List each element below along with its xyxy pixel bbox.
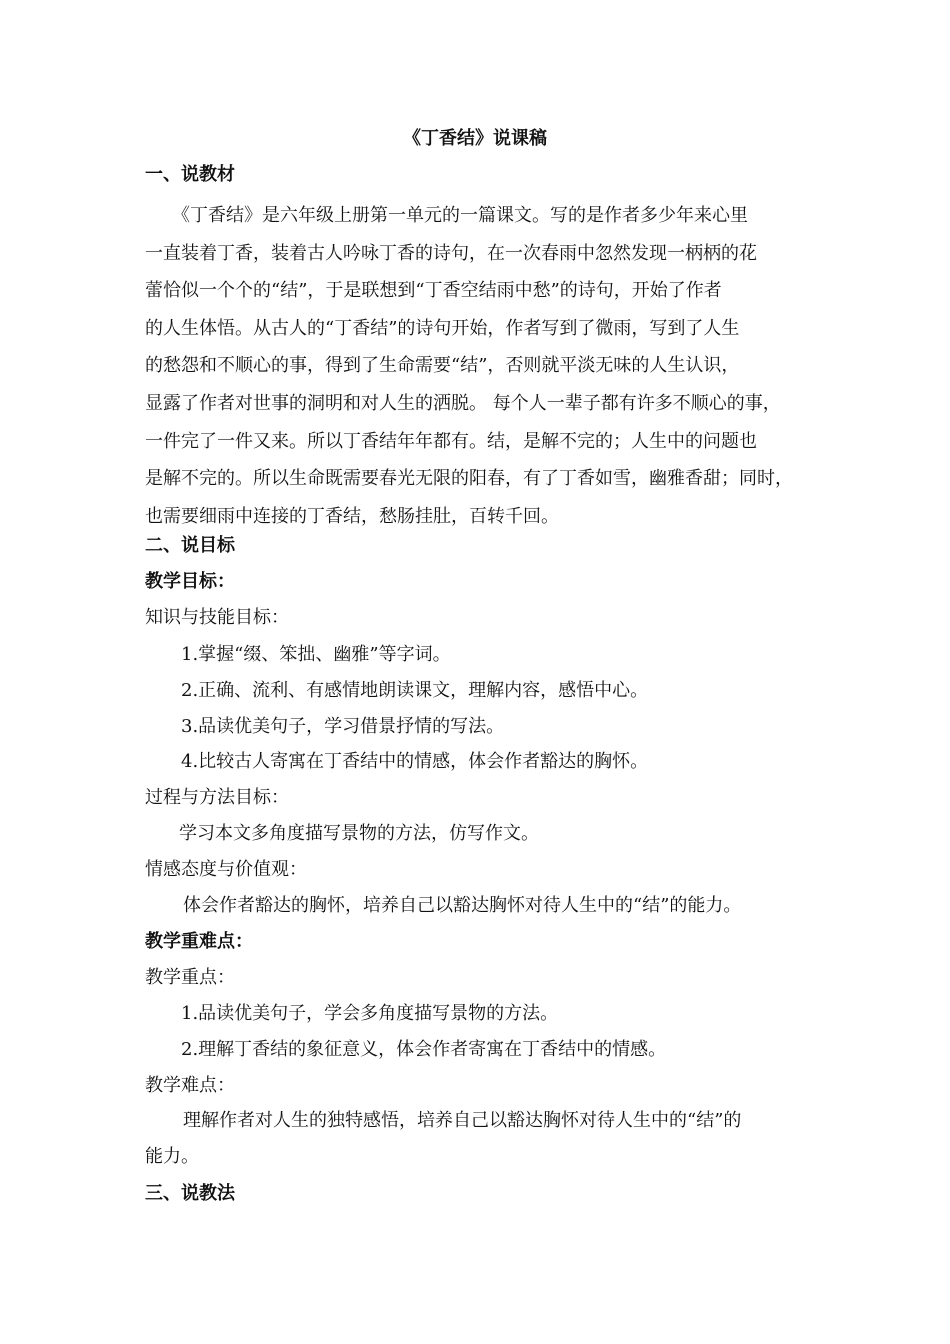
- knowledge-item: 4.比较古人寄寓在丁香结中的情感，体会作者豁达的胸怀。: [181, 751, 649, 772]
- process-method-label: 过程与方法目标：: [145, 787, 289, 808]
- knowledge-item: 2.正确、流利、有感情地朗读课文，理解内容，感悟中心。: [181, 680, 649, 701]
- key-point-item: 2.理解丁香结的象征意义，体会作者寄寓在丁香结中的情感。: [181, 1039, 667, 1060]
- section-heading-teaching-methods: 三、说教法: [145, 1183, 235, 1204]
- paragraph-line: 的愁怨和不顺心的事，得到了生命需要“结”，否则就平淡无味的人生认识，: [145, 355, 740, 377]
- difficult-point-text: 理解作者对人生的独特感悟，培养自己以豁达胸怀对待人生中的“结”的: [183, 1110, 742, 1131]
- knowledge-skills-label: 知识与技能目标：: [145, 607, 289, 628]
- knowledge-item: 1.掌握“缀、笨拙、幽雅”等字词。: [181, 644, 451, 665]
- paragraph-line: 的人生体悟。从古人的“丁香结”的诗句开始，作者写到了微雨，写到了人生: [145, 317, 740, 339]
- difficult-points-label: 教学难点：: [145, 1075, 235, 1096]
- emotion-values-label: 情感态度与价值观：: [145, 859, 307, 880]
- section-heading-teaching-material: 一、说教材: [145, 164, 235, 185]
- document-title: 《丁香结》说课稿: [403, 128, 547, 149]
- key-point-item: 1.品读优美句子，学会多角度描写景物的方法。: [181, 1003, 559, 1024]
- paragraph-line: 一件完了一件又来。所以丁香结年年都有。结，是解不完的；人生中的问题也: [145, 430, 757, 452]
- paragraph-line: 显露了作者对世事的洞明和对人生的洒脱。 每个人一辈子都有许多不顺心的事，: [145, 392, 781, 414]
- difficult-point-text-continued: 能力。: [145, 1146, 199, 1167]
- paragraph-line: 《丁香结》是六年级上册第一单元的一篇课文。写的是作者多少年来心里: [145, 205, 748, 226]
- paragraph-line: 也需要细雨中连接的丁香结，愁肠挂肚，百转千回。: [145, 505, 559, 527]
- process-method-text: 学习本文多角度描写景物的方法，仿写作文。: [179, 823, 539, 844]
- paragraph-line: 蕾恰似一个个的“结”，于是联想到“丁香空结雨中愁”的诗句，开始了作者: [145, 280, 722, 302]
- paragraph-line: 一直装着丁香，装着古人吟咏丁香的诗句，在一次春雨中忽然发现一柄柄的花: [145, 242, 757, 264]
- knowledge-item: 3.品读优美句子，学习借景抒情的写法。: [181, 716, 505, 737]
- teaching-goals-heading: 教学目标：: [145, 571, 235, 592]
- emotion-values-text: 体会作者豁达的胸怀，培养自己以豁达胸怀对待人生中的“结”的能力。: [183, 895, 742, 916]
- paragraph-line: 是解不完的。所以生命既需要春光无限的阳春，有了丁香如雪，幽雅香甜；同时，: [145, 468, 793, 490]
- teaching-material-paragraph: [145, 197, 825, 535]
- section-heading-objectives: 二、说目标: [145, 535, 235, 556]
- key-difficult-points-heading: 教学重难点：: [145, 931, 253, 952]
- key-points-label: 教学重点：: [145, 967, 235, 988]
